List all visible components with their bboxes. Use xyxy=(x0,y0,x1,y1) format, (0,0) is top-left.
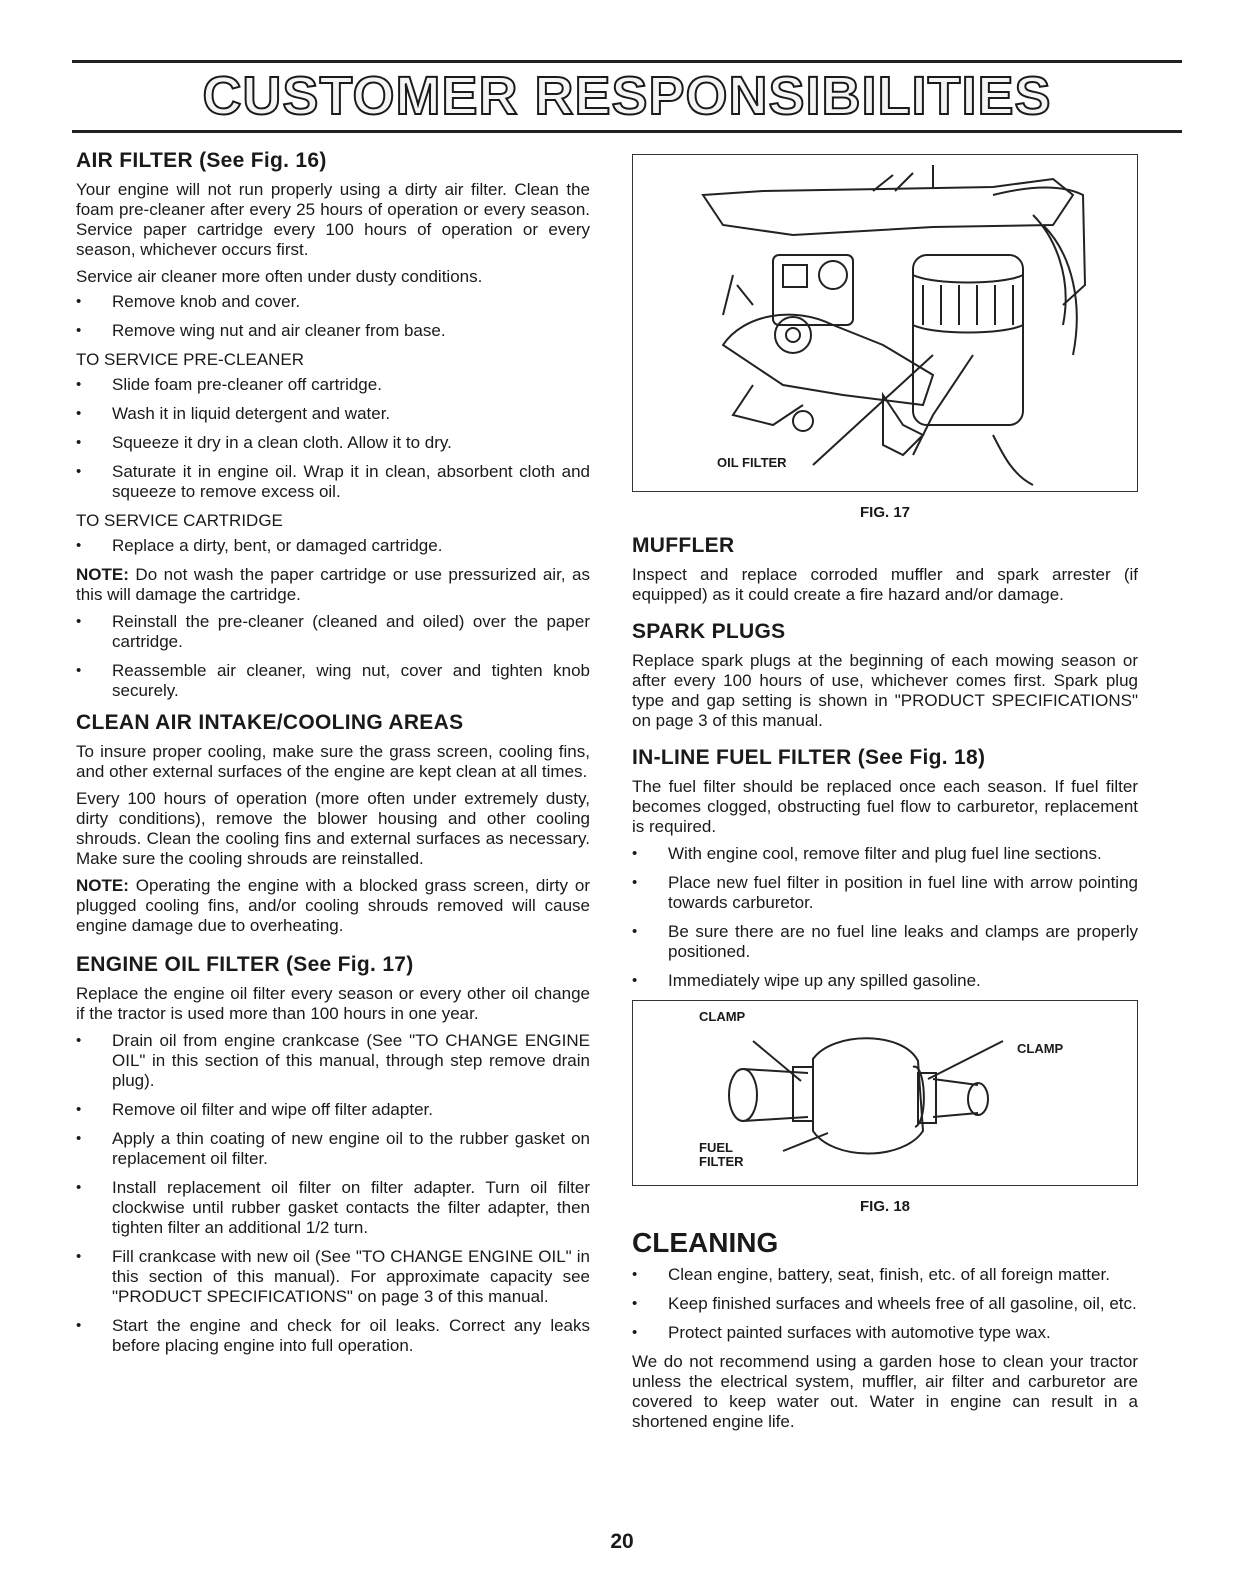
note-text: Operating the engine with a blocked grass screen, dirty or plugged cooling fins, and/or cooling shrouds removed will cause engine damage due to overheating. xyxy=(76,876,590,935)
oil-filter-heading: ENGINE OIL FILTER (See Fig. 17) xyxy=(76,953,414,976)
fuel-filter-bullets xyxy=(632,844,1138,991)
air-filter-heading: AIR FILTER (See Fig. 16) xyxy=(76,149,327,172)
air-filter-bullets-1 xyxy=(76,292,590,341)
oil-filter-section xyxy=(76,952,590,1356)
list-item: • Remove wing nut and air cleaner from base. xyxy=(76,321,590,341)
clamp-label-right: CLAMP xyxy=(1017,1041,1064,1056)
cleaning-paragraph: We do not recommend using a garden hose to clean your tractor unless the electrical system, muffler, air filter and carburetor are covered to keep water out. Water in engine can result in a shortened engine life. xyxy=(632,1352,1138,1431)
cleaning-section xyxy=(632,1227,1138,1432)
muffler-heading: MUFFLER xyxy=(632,534,735,557)
note-label: NOTE: xyxy=(76,565,129,584)
cleaning-heading: CLEANING xyxy=(632,1227,779,1258)
right-column xyxy=(632,140,1138,1439)
fig17-caption: FIG. 17 xyxy=(859,504,911,521)
intake-paragraph-2: Every 100 hours of operation (more often under extremely dusty, dirty conditions), remove the blower housing and other cooling shrouds. Clean the cooling fins and external surfaces as necessary. Make sure the cooling shrouds are reinstalled. xyxy=(76,789,590,868)
air-filter-section xyxy=(76,148,590,701)
fig17-engine-illustration xyxy=(632,154,1138,492)
list-item: • Immediately wipe up any spilled gasoline. xyxy=(632,971,1138,991)
fuel-filter-paragraph: The fuel filter should be replaced once each season. If fuel filter becomes clogged, obstructing fuel flow to carburetor, replacement is required. xyxy=(632,777,1138,836)
intake-note xyxy=(76,876,590,936)
list-item: • Saturate it in engine oil. Wrap it in clean, absorbent cloth and squeeze to remove excess oil. xyxy=(76,462,590,502)
clamp-label-left: CLAMP xyxy=(699,1009,746,1024)
list-item: • Fill crankcase with new oil (See "TO CHANGE ENGINE OIL" in this section of this manual). For approximate capacity see "PRODUCT SPECIFICATIONS" on page 3 of this manual. xyxy=(76,1247,590,1307)
list-item: • Drain oil from engine crankcase (See "TO CHANGE ENGINE OIL" in this section of this manual, through step remove drain plug). xyxy=(76,1031,590,1091)
muffler-section xyxy=(632,533,1138,605)
cleaning-bullets xyxy=(632,1265,1138,1343)
oil-filter-bullets xyxy=(76,1031,590,1356)
fuel-filter-section xyxy=(632,745,1138,991)
pre-cleaner-bullets xyxy=(76,375,590,502)
list-item: • Squeeze it dry in a clean cloth. Allow it to dry. xyxy=(76,433,590,453)
list-item: • Start the engine and check for oil leaks. Correct any leaks before placing engine into full operation. xyxy=(76,1316,590,1356)
list-item: • Slide foam pre-cleaner off cartridge. xyxy=(76,375,590,395)
air-filter-bullets-2 xyxy=(76,612,590,701)
title-rule-top xyxy=(72,60,1182,63)
spark-plugs-section xyxy=(632,619,1138,731)
intake-paragraph-1: To insure proper cooling, make sure the grass screen, cooling fins, and other external surfaces of the engine are kept clean at all times. xyxy=(76,742,590,781)
air-filter-note xyxy=(76,565,590,605)
intake-heading: CLEAN AIR INTAKE/COOLING AREAS xyxy=(76,711,464,734)
muffler-paragraph: Inspect and replace corroded muffler and spark arrester (if equipped) as it could create a fire hazard and/or damage. xyxy=(632,565,1138,604)
title-rule-bottom xyxy=(72,130,1182,133)
note-label: NOTE: xyxy=(76,876,129,895)
cartridge-heading: TO SERVICE CARTRIDGE xyxy=(76,511,283,530)
air-filter-dusty-note: Service air cleaner more often under dusty conditions. xyxy=(76,267,483,286)
engine-oil-filter-drawing xyxy=(633,155,1137,491)
list-item: • Apply a thin coating of new engine oil to the rubber gasket on replacement oil filter. xyxy=(76,1129,590,1169)
note-text: Do not wash the paper cartridge or use pressurized air, as this will damage the cartridge. xyxy=(76,565,590,604)
list-item: • Place new fuel filter in position in fuel line with arrow pointing towards carburetor. xyxy=(632,873,1138,913)
air-filter-intro: Your engine will not run properly using a dirty air filter. Clean the foam pre-cleaner after every 25 hours of operation or every season. Service paper cartridge every 100 hours of operation or every season, whichever occurs first. xyxy=(76,180,590,259)
list-item: • Protect painted surfaces with automotive type wax. xyxy=(632,1323,1138,1343)
oil-filter-intro: Replace the engine oil filter every season or every other oil change if the tractor is used more than 100 hours in one year. xyxy=(76,984,590,1023)
fig18-caption: FIG. 18 xyxy=(859,1198,911,1215)
list-item: • Clean engine, battery, seat, finish, etc. of all foreign matter. xyxy=(632,1265,1138,1285)
list-item: • Keep finished surfaces and wheels free of all gasoline, oil, etc. xyxy=(632,1294,1138,1314)
list-item: • Remove oil filter and wipe off filter adapter. xyxy=(76,1100,590,1120)
page-title: CUSTOMER RESPONSIBILITIES xyxy=(202,66,1052,126)
spark-plugs-paragraph: Replace spark plugs at the beginning of each mowing season or after every 100 hours of use, whichever comes first. Spark plug type and gap setting is shown in "PRODUCT SPECIFICATIONS" on page 3 of this manual. xyxy=(632,651,1138,730)
oil-filter-label: OIL FILTER xyxy=(717,455,787,470)
page-number: 20 xyxy=(610,1530,634,1553)
cartridge-bullets xyxy=(76,536,590,556)
pre-cleaner-heading: TO SERVICE PRE-CLEANER xyxy=(76,350,304,369)
list-item: • Install replacement oil filter on filter adapter. Turn oil filter clockwise until rubber gasket contacts the filter adapter, then tighten filter an additional 1/2 turn. xyxy=(76,1178,590,1238)
list-item: • Wash it in liquid detergent and water. xyxy=(76,404,590,424)
list-item: • Replace a dirty, bent, or damaged cartridge. xyxy=(76,536,590,556)
fuel-filter-heading: IN-LINE FUEL FILTER (See Fig. 18) xyxy=(632,746,986,769)
list-item: • Be sure there are no fuel line leaks and clamps are properly positioned. xyxy=(632,922,1138,962)
list-item: • Reinstall the pre-cleaner (cleaned and oiled) over the paper cartridge. xyxy=(76,612,590,652)
left-column xyxy=(76,140,590,1365)
list-item: • Reassemble air cleaner, wing nut, cover and tighten knob securely. xyxy=(76,661,590,701)
intake-section xyxy=(76,710,590,936)
list-item: • With engine cool, remove filter and plug fuel line sections. xyxy=(632,844,1138,864)
list-item: • Remove knob and cover. xyxy=(76,292,590,312)
fig18-fuel-filter-illustration xyxy=(632,1000,1138,1186)
spark-plugs-heading: SPARK PLUGS xyxy=(632,620,786,643)
fuel-filter-label: FUEL FILTER xyxy=(699,1140,744,1169)
